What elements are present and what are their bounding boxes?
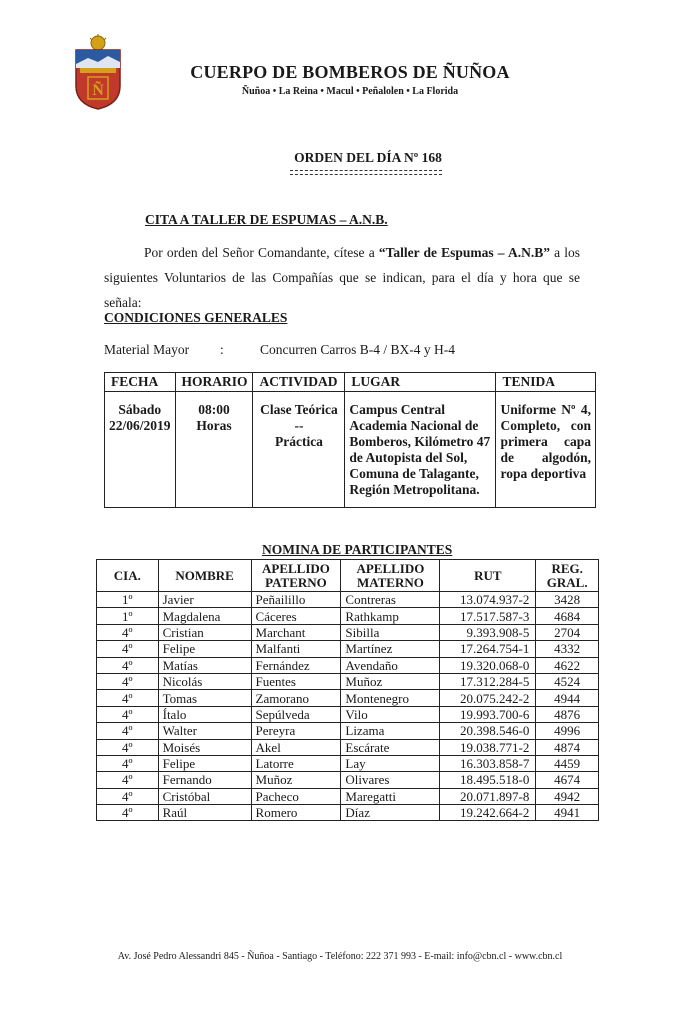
fecha-day: Sábado bbox=[118, 402, 162, 417]
cell-nombre: Fernando bbox=[158, 772, 251, 788]
table-row bbox=[97, 657, 599, 673]
horario-unit: Horas bbox=[196, 418, 232, 433]
cell-nombre: Walter bbox=[158, 723, 251, 739]
schedule-row bbox=[105, 392, 596, 508]
cell-apellido-materno: Escárate bbox=[341, 739, 440, 755]
schedule-table bbox=[104, 372, 596, 508]
actividad-2: Práctica bbox=[274, 434, 323, 449]
cell-apellido-paterno: Marchant bbox=[251, 624, 341, 640]
cell-apellido-materno: Díaz bbox=[341, 805, 440, 821]
table-row bbox=[97, 706, 599, 722]
cell-cia: 4º bbox=[97, 723, 159, 739]
cell-cia: 4º bbox=[97, 772, 159, 788]
organization-communes: Ñuñoa • La Reina • Macul • Peñalolen • La Florida bbox=[241, 86, 459, 97]
table-row bbox=[97, 608, 599, 624]
intro-event-name: “Taller de Espumas – A.N.B” bbox=[378, 245, 550, 260]
cell-rut: 20.398.546-0 bbox=[440, 723, 536, 739]
cell-reg-gral: 4944 bbox=[536, 690, 599, 706]
cell-rut: 19.993.700-6 bbox=[440, 706, 536, 722]
cell-apellido-paterno: Malfanti bbox=[251, 641, 341, 657]
cell-nombre: Nicolás bbox=[158, 673, 251, 689]
material-colon: : bbox=[220, 342, 224, 357]
schedule-lugar: Campus Central Academia Nacional de Bomberos, Kilómetro 47 de Autopista del Sol, Comuna de Talagante, Región Metropolitana. bbox=[345, 392, 496, 508]
schedule-header-tenida: TENIDA bbox=[496, 373, 596, 392]
material-value: Concurren Carros B-4 / BX-4 y H-4 bbox=[260, 342, 455, 357]
intro-paragraph bbox=[104, 240, 580, 315]
cell-nombre: Ítalo bbox=[158, 706, 251, 722]
cell-rut: 19.242.664-2 bbox=[440, 805, 536, 821]
cell-reg-gral: 4332 bbox=[536, 641, 599, 657]
table-row bbox=[97, 690, 599, 706]
header-rut: RUT bbox=[440, 560, 536, 592]
cell-nombre: Felipe bbox=[158, 641, 251, 657]
actividad-separator: -- bbox=[294, 418, 304, 433]
cell-apellido-materno: Lizama bbox=[341, 723, 440, 739]
table-row bbox=[97, 772, 599, 788]
participants-title: NOMINA DE PARTICIPANTES bbox=[262, 542, 453, 557]
cell-apellido-paterno: Latorre bbox=[251, 755, 341, 771]
conditions-title: CONDICIONES GENERALES bbox=[104, 310, 288, 325]
cell-rut: 9.393.908-5 bbox=[440, 624, 536, 640]
cell-reg-gral: 4684 bbox=[536, 608, 599, 624]
material-label: Material Mayor bbox=[104, 342, 190, 357]
table-row bbox=[97, 592, 599, 608]
cell-cia: 1º bbox=[97, 608, 159, 624]
table-row bbox=[97, 624, 599, 640]
schedule-header-actividad: ACTIVIDAD bbox=[253, 373, 345, 392]
schedule-header-lugar: LUGAR bbox=[345, 373, 496, 392]
schedule-actividad bbox=[253, 392, 345, 508]
schedule-fecha bbox=[105, 392, 176, 508]
cell-apellido-materno: Vilo bbox=[341, 706, 440, 722]
cell-nombre: Felipe bbox=[158, 755, 251, 771]
cell-apellido-paterno: Fuentes bbox=[251, 673, 341, 689]
cell-apellido-materno: Rathkamp bbox=[341, 608, 440, 624]
cell-apellido-paterno: Peñailillo bbox=[251, 592, 341, 608]
header-reg-gral: REG. GRAL. bbox=[536, 560, 599, 592]
cell-rut: 18.495.518-0 bbox=[440, 772, 536, 788]
cell-apellido-paterno: Pacheco bbox=[251, 788, 341, 804]
table-row bbox=[97, 641, 599, 657]
cell-apellido-materno: Contreras bbox=[341, 592, 440, 608]
participants-table bbox=[96, 559, 599, 821]
cell-apellido-paterno: Zamorano bbox=[251, 690, 341, 706]
cell-apellido-materno: Maregatti bbox=[341, 788, 440, 804]
cell-apellido-materno: Lay bbox=[341, 755, 440, 771]
table-row bbox=[97, 755, 599, 771]
cell-cia: 4º bbox=[97, 690, 159, 706]
schedule-header-row bbox=[105, 373, 596, 392]
cell-rut: 19.038.771-2 bbox=[440, 739, 536, 755]
cell-rut: 19.320.068-0 bbox=[440, 657, 536, 673]
actividad-1: Clase Teórica bbox=[260, 402, 338, 417]
cell-apellido-paterno: Akel bbox=[251, 739, 341, 755]
participants-body bbox=[97, 592, 599, 821]
cell-reg-gral: 4459 bbox=[536, 755, 599, 771]
organization-name: CUERPO DE BOMBEROS DE ÑUÑOA bbox=[190, 62, 510, 82]
cell-cia: 4º bbox=[97, 805, 159, 821]
cell-apellido-materno: Olivares bbox=[341, 772, 440, 788]
cell-cia: 1º bbox=[97, 592, 159, 608]
horario-time: 08:00 bbox=[198, 402, 230, 417]
intro-text-1: Por orden del Señor Comandante, cítese a bbox=[144, 245, 379, 260]
cell-rut: 17.312.284-5 bbox=[440, 673, 536, 689]
cell-rut: 17.517.587-3 bbox=[440, 608, 536, 624]
cell-apellido-materno: Muñoz bbox=[341, 673, 440, 689]
schedule-horario bbox=[175, 392, 253, 508]
header-apellido-materno: APELLIDO MATERNO bbox=[341, 560, 440, 592]
cell-cia: 4º bbox=[97, 624, 159, 640]
title-divider bbox=[290, 174, 442, 175]
cell-apellido-materno: Sibilla bbox=[341, 624, 440, 640]
footer-contact: Av. José Pedro Alessandri 845 - Ñuñoa - Santiago - Teléfono: 222 371 993 - E-mail: info@cbn.cl - www.cbn.cl bbox=[117, 951, 563, 962]
cell-reg-gral: 4674 bbox=[536, 772, 599, 788]
cell-apellido-paterno: Cáceres bbox=[251, 608, 341, 624]
cell-nombre: Javier bbox=[158, 592, 251, 608]
cell-reg-gral: 2704 bbox=[536, 624, 599, 640]
participants-header-row bbox=[97, 560, 599, 592]
table-row bbox=[97, 788, 599, 804]
cell-apellido-materno: Avendaño bbox=[341, 657, 440, 673]
cell-rut: 16.303.858-7 bbox=[440, 755, 536, 771]
schedule-tenida: Uniforme Nº 4, Completo, con primera capa de algodón, ropa deportiva bbox=[496, 392, 596, 508]
fecha-date: 22/06/2019 bbox=[109, 418, 171, 433]
cell-cia: 4º bbox=[97, 641, 159, 657]
cell-rut: 20.075.242-2 bbox=[440, 690, 536, 706]
cell-nombre: Raúl bbox=[158, 805, 251, 821]
cell-reg-gral: 4996 bbox=[536, 723, 599, 739]
cell-cia: 4º bbox=[97, 788, 159, 804]
cell-apellido-materno: Martínez bbox=[341, 641, 440, 657]
schedule-header-horario: HORARIO bbox=[175, 373, 253, 392]
cell-reg-gral: 4942 bbox=[536, 788, 599, 804]
intro-text-2: a los siguientes Voluntarios de las Compañías que se indican, para el día y hora que se señala: bbox=[104, 245, 580, 310]
cell-apellido-paterno: Sepúlveda bbox=[251, 706, 341, 722]
header-nombre: NOMBRE bbox=[158, 560, 251, 592]
crest-letter: Ñ bbox=[92, 82, 104, 99]
cell-cia: 4º bbox=[97, 706, 159, 722]
cell-rut: 17.264.754-1 bbox=[440, 641, 536, 657]
cell-apellido-paterno: Romero bbox=[251, 805, 341, 821]
table-row bbox=[97, 739, 599, 755]
cell-reg-gral: 4874 bbox=[536, 739, 599, 755]
cell-cia: 4º bbox=[97, 673, 159, 689]
cell-cia: 4º bbox=[97, 657, 159, 673]
cell-cia: 4º bbox=[97, 739, 159, 755]
cell-reg-gral: 4941 bbox=[536, 805, 599, 821]
order-title: ORDEN DEL DÍA Nº 168 bbox=[294, 150, 442, 165]
header-apellido-paterno: APELLIDO PATERNO bbox=[251, 560, 341, 592]
cell-nombre: Matías bbox=[158, 657, 251, 673]
schedule-header-fecha: FECHA bbox=[105, 373, 176, 392]
cell-apellido-materno: Montenegro bbox=[341, 690, 440, 706]
table-row bbox=[97, 723, 599, 739]
cell-reg-gral: 4876 bbox=[536, 706, 599, 722]
table-row bbox=[97, 805, 599, 821]
cell-rut: 13.074.937-2 bbox=[440, 592, 536, 608]
cell-apellido-paterno: Fernández bbox=[251, 657, 341, 673]
header-cia: CIA. bbox=[97, 560, 159, 592]
cell-nombre: Tomas bbox=[158, 690, 251, 706]
cell-nombre: Magdalena bbox=[158, 608, 251, 624]
cell-nombre: Moisés bbox=[158, 739, 251, 755]
cell-reg-gral: 4524 bbox=[536, 673, 599, 689]
cell-nombre: Cristóbal bbox=[158, 788, 251, 804]
cell-apellido-paterno: Muñoz bbox=[251, 772, 341, 788]
cell-apellido-paterno: Pereyra bbox=[251, 723, 341, 739]
table-row bbox=[97, 673, 599, 689]
cell-reg-gral: 4622 bbox=[536, 657, 599, 673]
title-divider bbox=[290, 170, 442, 171]
cell-cia: 4º bbox=[97, 755, 159, 771]
cell-rut: 20.071.897-8 bbox=[440, 788, 536, 804]
call-title: CITA A TALLER DE ESPUMAS – A.N.B. bbox=[145, 212, 388, 227]
cell-reg-gral: 3428 bbox=[536, 592, 599, 608]
cell-nombre: Cristian bbox=[158, 624, 251, 640]
